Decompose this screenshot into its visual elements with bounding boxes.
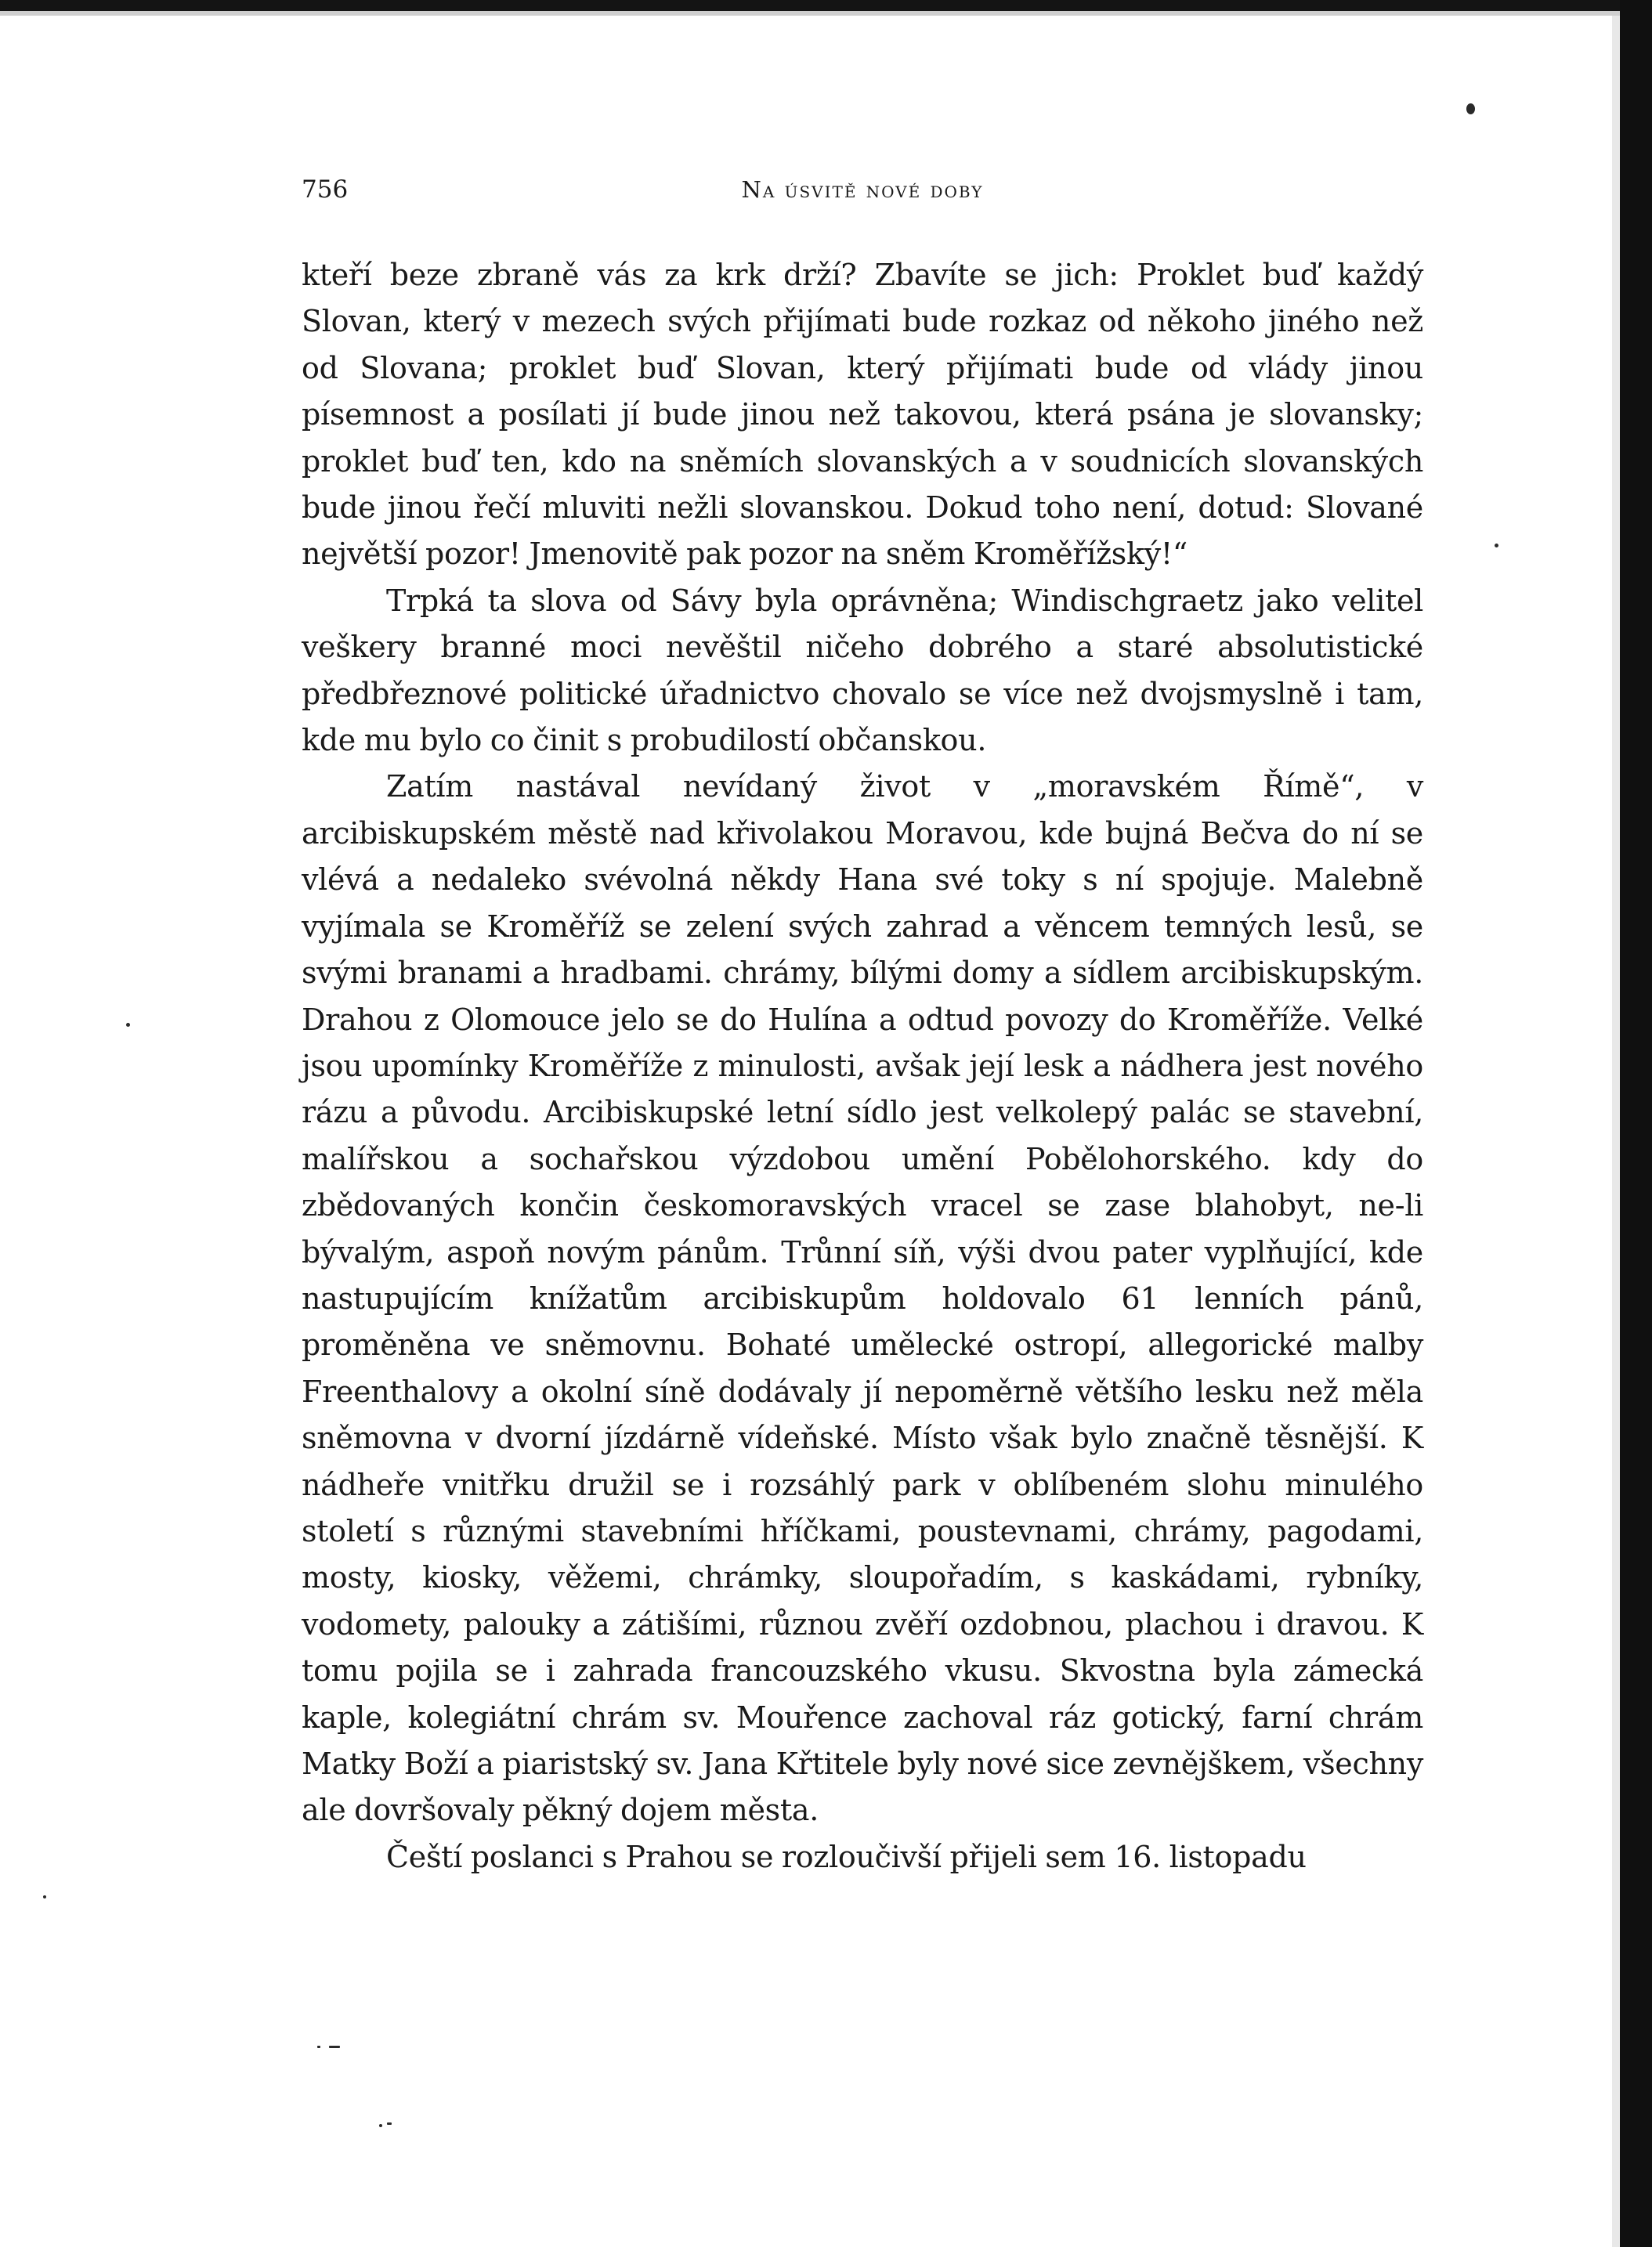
page-number: 756 <box>302 175 349 204</box>
ink-speck <box>126 1023 130 1027</box>
ink-speck <box>387 2122 392 2125</box>
ink-speck <box>1495 544 1498 547</box>
paragraph: Čeští poslanci s Prahou se rozloučivší přijeli sem 16. listopadu <box>386 1839 1307 1874</box>
running-title: Na úsvitě nové doby <box>741 176 984 203</box>
paragraph: Trpká ta slova od Sávy byla oprávněna; Windischgraetz jako velitel veškery branné moci nevěštil ničeho dobrého a staré absolutistické předbřeznové politické úřadnictvo chovalo se více než dvojsmyslně i tam, kde mu bylo co činit s probudilostí občanskou. <box>302 583 1423 758</box>
ink-speck <box>1466 103 1475 114</box>
scan-top-border <box>0 0 1652 11</box>
paragraph: Zatím nastával nevídaný život v „moravském Římě“, v arcibiskupském městě nad křivolakou Moravou, kde bujná Bečva do ní se vlévá a nedaleko svévolná někdy Hana své toky s ní spojuje. Malebně vyjímala se Kroměříž se zelení svých zahrad a věncem temných lesů, se svými branami a hradbami. chrámy, bílými domy a sídlem arcibiskupským. Drahou z Olomouce jelo se do Hulína a odtud povozy do Kroměříže. Velké jsou upomínky Kroměříže z minulosti, avšak její lesk a nádhera jest nového rázu a původu. Arcibiskupské letní sídlo jest velkolepý palác se stavební, malířskou a sochařskou výzdobou umění Pobělohorského. kdy do zbědovaných končin českomoravských vracel se zase blahobyt, ne-li bývalým, aspoň novým pánům. Trůnní síň, výši dvou pater vyplňující, kde nastupujícím knížatům arcibiskupům holdovalo 61 lenních pánů, proměněna ve sněmovnu. Bohaté umělecké ostropí, allegorické malby Freenthalovy a okolní síně dodávaly jí nepoměrně většího lesku než měla sněmovna v dvorní jízdárně vídeňské. Místo však bylo značně těsnější. K nádheře vnitřku družil se i rozsáhlý park v oblíbeném slohu minulého století s různými stavebními hříčkami, poustevnami, chrámy, pagodami, mosty, kiosky, věžemi, chrámky, sloupořadím, s kaskádami, rybníky, vodomety, palouky a zátišími, různou zvěří ozdobnou, plachou i dravou. K tomu pojila se i zahrada francouzského vkusu. Skvostna byla zámecká kaple, kolegiátní chrám sv. Mouřence zachoval ráz gotický, farní chrám Matky Boží a piaristský sv. Jana Křtitele byly nové sice zevnějškem, všechny ale dovršovaly pěkný dojem města. <box>302 769 1423 1828</box>
ink-speck <box>329 2046 340 2048</box>
paragraph-continued: kteří beze zbraně vás za krk drží? Zbavíte se jich: Proklet buď každý Slovan, který v mezech svých přijímati bude rozkaz od někoho jiného než od Slovana; proklet buď Slovan, který přijímati bude od vlády jinou písemnost a posílati jí bude jinou než takovou, která psána je slovansky; proklet buď ten, kdo na sněmích slovanských a v soudnicích slovanských bude jinou řečí mluviti nežli slovanskou. Dokud toho není, dotud: Slované největší pozor! Jmenovitě pak pozor na sněm Kroměřížský!“ <box>302 258 1423 572</box>
scan-right-page-edge <box>1612 16 1620 2247</box>
ink-speck <box>379 2124 382 2127</box>
body-text <box>302 252 1423 1880</box>
ink-speck <box>43 1895 46 1898</box>
ink-speck <box>317 2046 320 2048</box>
scan-right-border <box>1620 0 1652 2247</box>
running-header <box>302 172 1423 207</box>
